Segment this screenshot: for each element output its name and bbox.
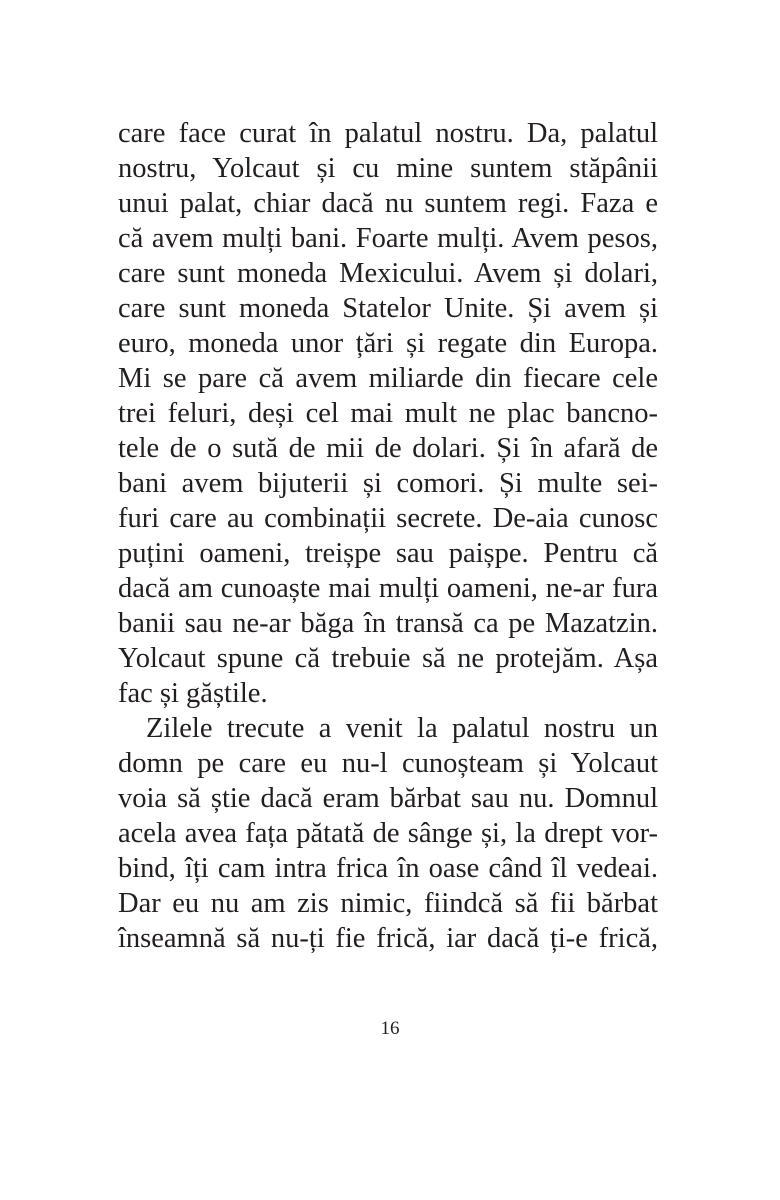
text-line: euro, moneda unor țări și regate din Europa. (118, 328, 658, 359)
text-line: furi care au combinații secrete. De-aia cunosc (118, 503, 658, 534)
text-line: că avem mulți bani. Foarte mulți. Avem pesos, (118, 223, 658, 254)
text-line: nostru, Yolcaut și cu mine suntem stăpânii (118, 153, 658, 184)
text-line: care sunt moneda Mexicului. Avem și dolari, (118, 258, 658, 289)
text-line: tele de o sută de mii de dolari. Și în afară de (118, 433, 658, 464)
text-line: înseamnă să nu-ți fie frică, iar dacă ți-e frică, (118, 923, 658, 954)
text-line: domn pe care eu nu-l cunoșteam și Yolcaut (118, 748, 658, 779)
text-line: acela avea fața pătată de sânge și, la drept vor- (118, 818, 658, 849)
text-line: bani avem bijuterii și comori. Și multe sei- (118, 468, 658, 499)
text-line: dacă am cunoaște mai mulți oameni, ne-ar fura (118, 573, 658, 604)
text-line: care sunt moneda Statelor Unite. Și avem și (118, 293, 658, 324)
text-line: unui palat, chiar dacă nu suntem regi. Faza e (118, 188, 658, 219)
text-line: Yolcaut spune că trebuie să ne protejăm. Așa (118, 643, 658, 674)
text-line: bind, îți cam intra frica în oase când îl vedeai. (118, 853, 658, 884)
text-line: banii sau ne-ar băga în transă ca pe Mazatzin. (118, 608, 658, 639)
text-line: care face curat în palatul nostru. Da, palatul (118, 118, 658, 149)
text-line: voia să știe dacă eram bărbat sau nu. Domnul (118, 783, 658, 814)
text-line: trei feluri, deși cel mai mult ne plac bancno- (118, 398, 658, 429)
page-number: 16 (380, 1018, 400, 1039)
text-line: fac și găștile. (118, 678, 268, 709)
body-text (118, 116, 658, 956)
text-line: Zilele trecute a venit la palatul nostru un (146, 713, 658, 744)
text-line: Dar eu nu am zis nimic, fiindcă să fii bărbat (118, 888, 658, 919)
text-line: Mi se pare că avem miliarde din fiecare cele (118, 363, 658, 394)
text-line: puțini oameni, treișpe sau paișpe. Pentru că (118, 538, 658, 569)
